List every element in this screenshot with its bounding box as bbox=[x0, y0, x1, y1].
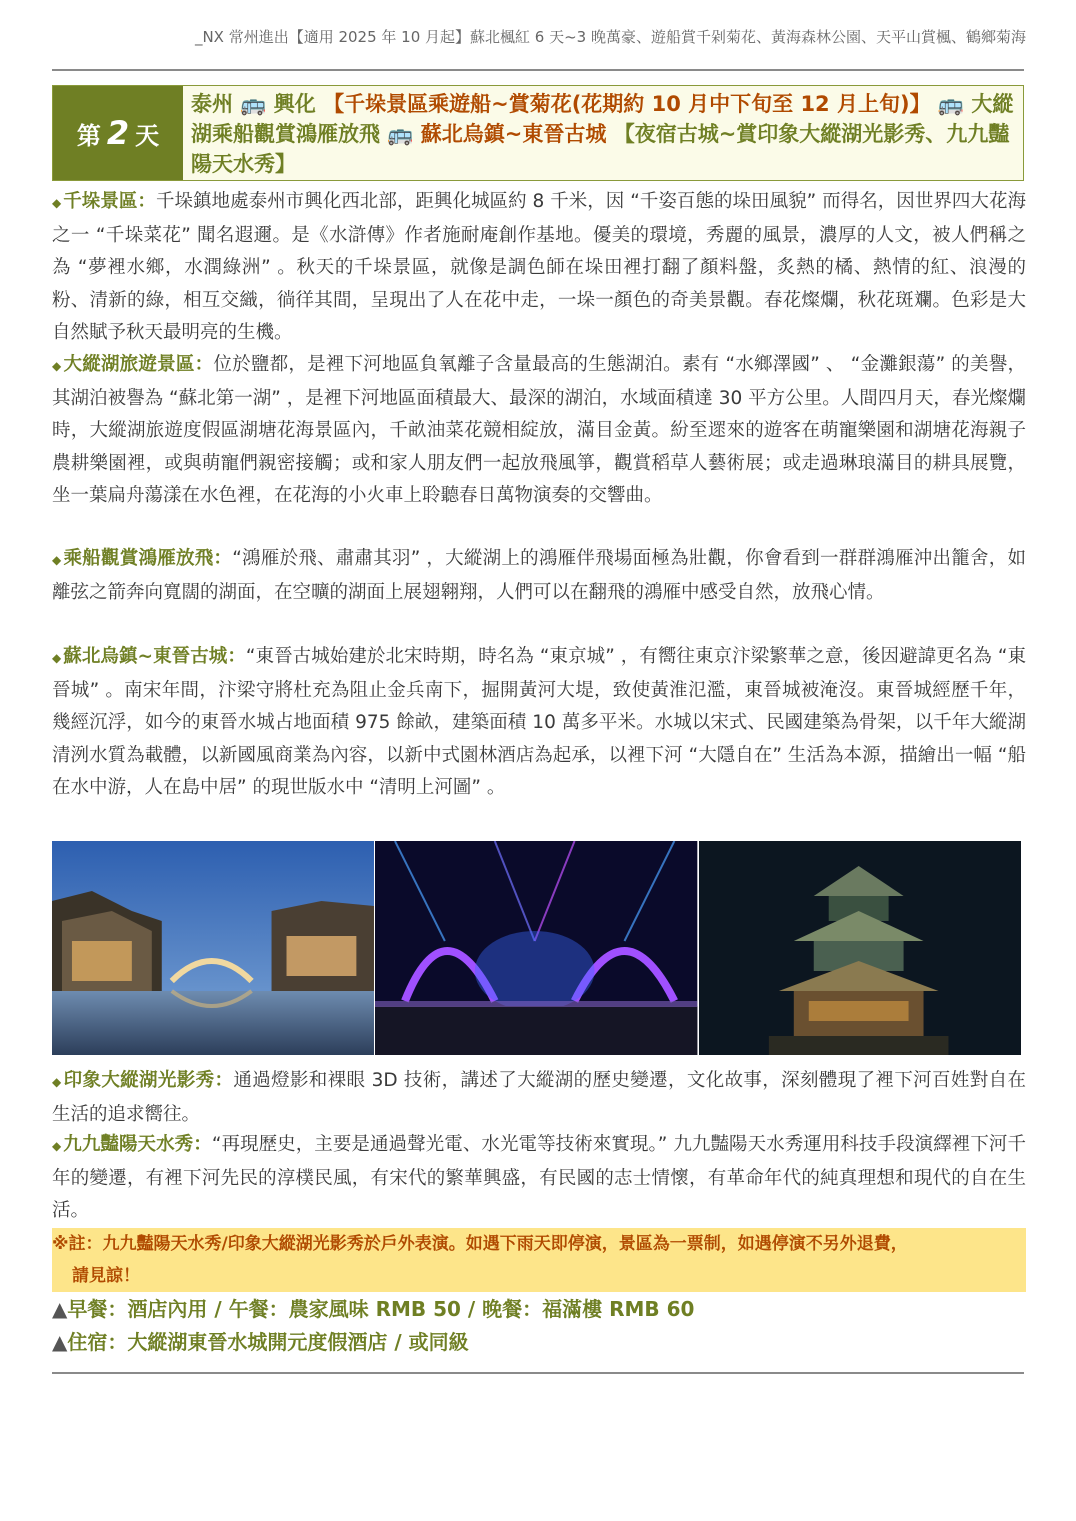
title-part4: 蘇北烏鎮~東晉古城 bbox=[420, 122, 607, 146]
section-text: “鴻雁於飛、肅肅其羽” ，大縱湖上的鴻雁伴飛場面極為壯觀，你會看到一群群鴻雁沖出籠舍，如離弦之箭奔向寬闊的湖面，在空曠的湖面上展翅翱翔，人們可以在翻飛的鴻雁中感受自然，放飛心情。 bbox=[52, 548, 1026, 603]
section-qianduo bbox=[52, 186, 1026, 350]
day-title-box bbox=[52, 85, 1024, 181]
title-part3: 🚌 大縱湖乘船觀賞鴻雁放飛 🚌 bbox=[191, 92, 1014, 146]
section-water-show bbox=[52, 1129, 1026, 1228]
day-prefix: 第 bbox=[76, 121, 101, 150]
title-part1: 泰州 🚌 興化 bbox=[191, 92, 316, 116]
photo-strip bbox=[52, 841, 1021, 1055]
section-text: “東晉古城始建於北宋時期，時名為 “東京城” ，有嚮往東京汴梁繁華之意，後因避諱更名為 “東晉城” 。南宋年間，汴梁守將杜充為阻止金兵南下，掘開黃河大堤，致使黃淮氾濫，東晉城被淹沒。東晉城經歷千年，幾經沉浮，如今的東晉水城占地面積 975 餘畝，建築面積 10 萬多平米。水城以宋式、民國建築為骨架，以千年大縱湖清洌水質為載體，以新國風商業為內容，以新中式園林酒店為起承，以裡下河 “大隱自在” 生活為本源，描繪出一幅 “船在水中游，人在島中居” 的現世版水中 “清明上河圖” 。 bbox=[52, 646, 1027, 798]
section-geese bbox=[52, 543, 1026, 609]
day-suffix: 天 bbox=[135, 121, 160, 150]
day-number: 2 bbox=[106, 114, 130, 152]
bullet-icon: ◆ bbox=[52, 1139, 62, 1153]
triangle-icon: ▲ bbox=[52, 1330, 68, 1354]
header-divider bbox=[52, 69, 1024, 71]
note-line2: 請見諒！ bbox=[72, 1266, 140, 1286]
section-light-show bbox=[52, 1065, 1026, 1131]
bullet-icon: ◆ bbox=[52, 651, 62, 665]
hotel-line bbox=[52, 1326, 469, 1355]
bullet-icon: ◆ bbox=[52, 196, 62, 210]
photo-pagoda bbox=[699, 841, 1021, 1055]
photo-light-show bbox=[375, 841, 697, 1055]
section-text: 千垛鎮地處泰州市興化西北部，距興化城區約 8 千米，因 “千姿百態的垛田風貌” 而得名，因世界四大花海之一 “千垛菜花” 聞名遐邇。是《水滸傳》作者施耐庵創作基地。優美的環境，秀麗的風景，濃厚的人文，被人們稱之為 “夢裡水鄉，水潤綠洲” 。秋天的千垛景區，就像是調色師在垛田裡打翻了顏料盤，炙熱的橘、熱情的紅、浪漫的粉、清新的綠，相互交織，徜徉其間，呈現出了人在花中走，一垛一顏色的奇美景觀。春花燦爛，秋花斑斕。色彩是大自然賦予秋天最明亮的生機。 bbox=[52, 191, 1026, 343]
section-label: 印象大縱湖光影秀： bbox=[63, 1070, 234, 1091]
bullet-icon: ◆ bbox=[52, 553, 62, 567]
section-label: 大縱湖旅遊景區： bbox=[63, 354, 214, 375]
section-label: 千垛景區： bbox=[63, 191, 156, 212]
section-dazonghu bbox=[52, 349, 1026, 513]
title-part2: 【千垛景區乘遊船~賞菊花(花期約 10 月中下旬至 12 月上旬)】 bbox=[323, 92, 931, 116]
weather-note bbox=[52, 1228, 1026, 1292]
section-label: 蘇北烏鎮~東晉古城： bbox=[63, 646, 246, 667]
section-text: 通過燈影和裸眼 3D 技術，講述了大縱湖的歷史變遷，文化故事，深刻體現了裡下河百姓對自在生活的追求嚮往。 bbox=[52, 1070, 1026, 1125]
day-itinerary-title bbox=[183, 86, 1023, 180]
section-dongjin bbox=[52, 641, 1026, 805]
title-part5: 【夜宿古城~賞印象大縱湖光影秀、九九豔陽天水秀】 bbox=[191, 122, 1010, 176]
note-line1: ※註：九九豔陽天水秀/印象大縱湖光影秀於戶外表演。如遇下雨天即停演，景區為一票制，如遇停演不另外退費， bbox=[52, 1234, 908, 1254]
page-header: _NX 常州進出【適用 2025 年 10 月起】蘇北楓紅 6 天~3 晚萬豪、遊船賞千剁菊花、黃海森林公園、天平山賞楓、鶴鄉菊海 bbox=[194, 28, 1026, 46]
photo-water-town bbox=[52, 841, 374, 1055]
bullet-icon: ◆ bbox=[52, 359, 62, 373]
section-text: “再現歷史，主要是通過聲光電、水光電等技術來實現。” 九九豔陽天水秀運用科技手段演繹裡下河千年的變遷，有裡下河先民的淳樸民風，有宋代的繁華興盛，有民國的志士情懷，有革命年代的純真理想和現代的自在生活。 bbox=[52, 1134, 1026, 1221]
bullet-icon: ◆ bbox=[52, 1075, 62, 1089]
meals-line bbox=[52, 1293, 694, 1322]
day-label bbox=[53, 86, 183, 180]
section-text: 位於鹽都，是裡下河地區負氧離子含量最高的生態湖泊。素有 “水鄉澤國” 、 “金灘銀蕩” 的美譽，其湖泊被譽為 “蘇北第一湖” ，是裡下河地區面積最大、最深的湖泊，水域面積達 30 平方公里。人間四月天，春光燦爛時，大縱湖旅遊度假區湖塘花海景區內，千畝油菜花競相綻放，滿目金黃。紛至遝來的遊客在萌寵樂園和湖塘花海親子農耕樂園裡，或與萌寵們親密接觸；或和家人朋友們一起放飛風箏，觀賞稻草人藝術展；或走過琳琅滿目的耕具展覽，坐一葉扁舟蕩漾在水色裡，在花海的小火車上聆聽春日萬物演奏的交響曲。 bbox=[52, 354, 1026, 506]
triangle-icon: ▲ bbox=[52, 1297, 68, 1321]
footer-divider bbox=[52, 1372, 1024, 1374]
section-label: 九九豔陽天水秀： bbox=[63, 1134, 212, 1155]
meals-text: 早餐：酒店內用 / 午餐：農家風味 RMB 50 / 晚餐：福滿樓 RMB 60 bbox=[67, 1297, 695, 1321]
section-label: 乘船觀賞鴻雁放飛： bbox=[63, 548, 233, 569]
hotel-text: 住宿：大縱湖東晉水城開元度假酒店 / 或同級 bbox=[67, 1330, 469, 1354]
